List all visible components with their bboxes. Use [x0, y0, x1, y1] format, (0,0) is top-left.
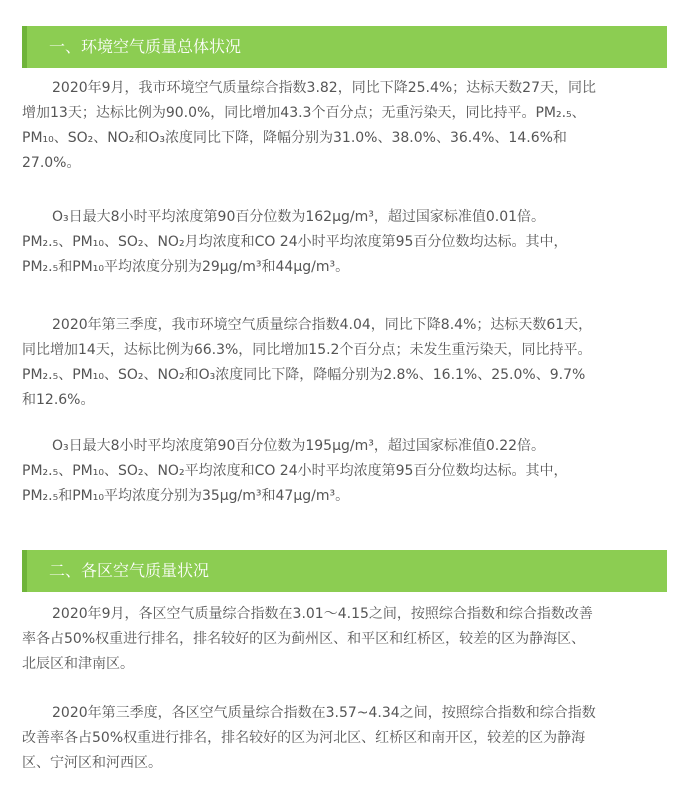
text-line: 和12.6%。	[22, 392, 95, 408]
text-line: PM₂.₅、PM₁₀、SO₂、NO₂平均浓度和CO 24小时平均浓度第95百分位数均达标。其中，	[22, 463, 568, 479]
text-line: PM₂.₅和PM₁₀平均浓度分别为29μg/m³和44μg/m³。	[22, 259, 350, 275]
text-line: 同比增加14天，达标比例为66.3%，同比增加15.2个百分点；未发生重污染天，同比持平。	[22, 342, 592, 358]
paragraph-q3-overall	[22, 313, 667, 413]
text-line: PM₂.₅、PM₁₀、SO₂、NO₂和O₃浓度同比下降，降幅分别为2.8%、16.1%、25.0%、9.7%	[22, 367, 586, 383]
text-line: 2020年9月，各区空气质量综合指数在3.01～4.15之间，按照综合指数和综合指数改善	[52, 606, 593, 622]
text-line: 2020年第三季度，各区空气质量综合指数在3.57~4.34之间，按照综合指数和综合指数	[52, 705, 596, 721]
text-line: PM₁₀、SO₂、NO₂和O₃浓度同比下降，降幅分别为31.0%、38.0%、36.4%、14.6%和	[22, 130, 567, 146]
section-header-districts	[22, 550, 667, 592]
text-line: O₃日最大8小时平均浓度第90百分位数为195μg/m³，超过国家标准值0.22倍。	[52, 438, 546, 454]
paragraph-q3-o3	[22, 434, 667, 509]
text-line: 北辰区和津南区。	[22, 656, 134, 672]
text-line: 2020年9月，我市环境空气质量综合指数3.82，同比下降25.4%；达标天数27天，同比	[52, 80, 596, 96]
text-line: PM₂.₅、PM₁₀、SO₂、NO₂月均浓度和CO 24小时平均浓度第95百分位数均达标。其中，	[22, 234, 568, 250]
text-line: 增加13天；达标比例为90.0%，同比增加43.3个百分点；无重污染天，同比持平。PM₂.₅、	[22, 105, 586, 121]
paragraph-september-overall	[22, 76, 667, 176]
text-line: O₃日最大8小时平均浓度第90百分位数为162μg/m³，超过国家标准值0.01倍。	[52, 209, 546, 225]
text-line: 区、宁河区和河西区。	[22, 755, 162, 771]
paragraph-q3-districts	[22, 701, 667, 776]
text-line: 2020年第三季度，我市环境空气质量综合指数4.04，同比下降8.4%；达标天数61天，	[52, 317, 593, 333]
text-line: 改善率各占50%权重进行排名，排名较好的区为河北区、红桥区和南开区，较差的区为静海	[22, 730, 586, 746]
paragraph-september-districts	[22, 602, 667, 677]
section-title: 一、环境空气质量总体状况	[49, 37, 242, 56]
text-line: 率各占50%权重进行排名，排名较好的区为蓟州区、和平区和红桥区，较差的区为静海区、	[22, 631, 586, 647]
section-header-overall	[22, 26, 667, 68]
text-line: 27.0%。	[22, 155, 81, 171]
section-title: 二、各区空气质量状况	[49, 561, 210, 580]
text-line: PM₂.₅和PM₁₀平均浓度分别为35μg/m³和47μg/m³。	[22, 488, 350, 504]
paragraph-september-o3	[22, 205, 667, 280]
